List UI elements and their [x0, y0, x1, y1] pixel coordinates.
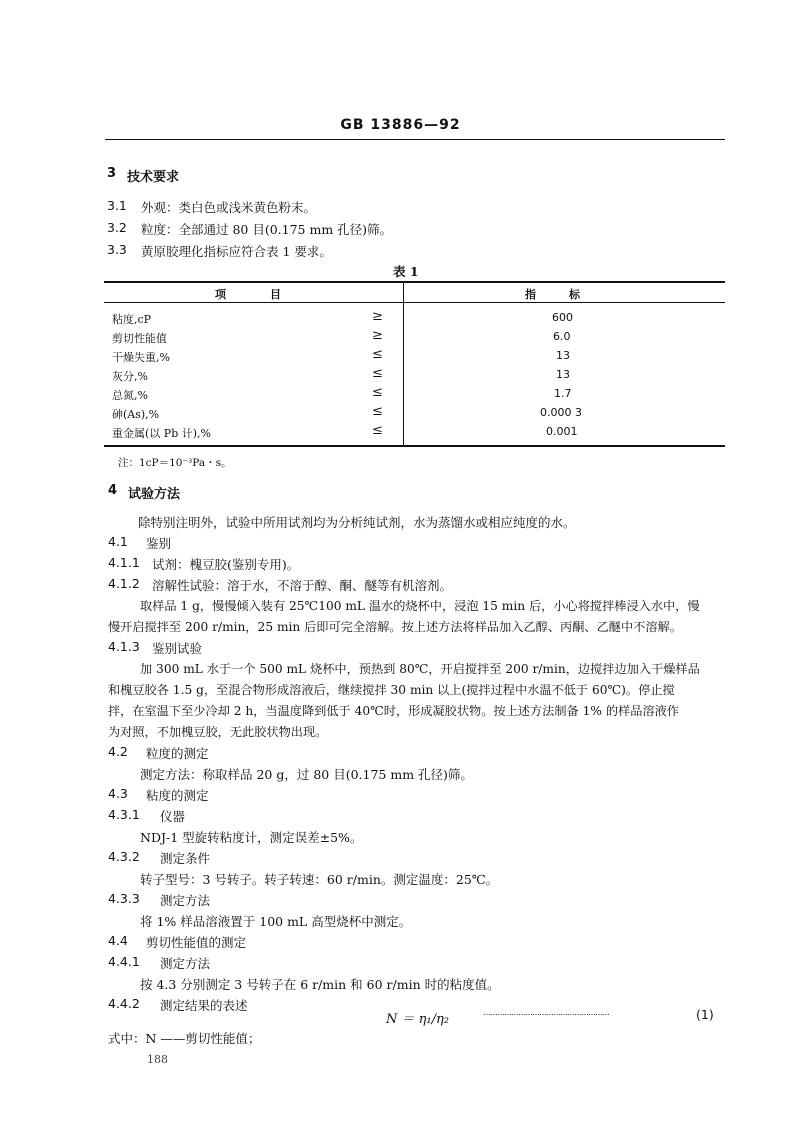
section-4-4-2-title: 测定结果的表述: [160, 998, 248, 1013]
table-row-item: 重金属(以 Pb 计),%: [112, 427, 211, 440]
section-4-2-number: 4.2: [108, 744, 128, 759]
header-rule: [105, 139, 725, 140]
section-4-3-1-number: 4.3.1: [108, 807, 140, 822]
item-3-3-text: 黄原胶理化指标应符合表 1 要求。: [141, 244, 332, 259]
table-row-symbol: ≤: [372, 404, 383, 419]
table-row-value: 1.7: [554, 387, 572, 400]
table-row-value: 13: [556, 349, 570, 362]
table-bottom-rule: [104, 445, 725, 447]
table-row-value: 0.000 3: [540, 406, 582, 419]
standard-number-header: GB 13886—92: [340, 117, 461, 133]
section-4-4-title: 剪切性能值的测定: [146, 935, 247, 950]
table-row-item: 灰分,%: [112, 370, 148, 383]
paragraph-line: 和槐豆胶各 1.5 g，至混合物形成溶液后，继续搅拌 30 min 以上(搅拌过程中水温不低于 60℃)。停止搅: [108, 683, 675, 697]
table-column-divider: [403, 281, 404, 447]
table-header-rule: [104, 302, 725, 303]
table-row-value: 0.001: [546, 425, 578, 438]
section-4-1-2-text: 溶解性试验：溶于水，不溶于醇、酮、醚等有机溶剂。: [152, 578, 453, 593]
section-4-1-1-text: 试剂：槐豆胶(鉴别专用)。: [152, 557, 300, 572]
section-4-4-1-number: 4.4.1: [108, 954, 140, 969]
table-row-value: 13: [556, 368, 570, 381]
section-4-3-3-number: 4.3.3: [108, 891, 140, 906]
table-row-item: 干燥失重,%: [112, 351, 170, 364]
section-4-3-2-text: 转子型号：3 号转子。转子转速：60 r/min。测定温度：25℃。: [140, 872, 499, 887]
table-row-symbol: ≥: [372, 328, 383, 343]
section-4-3-1-title: 仪器: [160, 809, 186, 824]
section-4-1-2-number: 4.1.2: [108, 576, 140, 591]
table-row-symbol: ≤: [372, 366, 383, 381]
section-4-2-title: 粒度的测定: [146, 746, 209, 761]
section-4-3-2-number: 4.3.2: [108, 849, 140, 864]
page-number: 188: [147, 1053, 168, 1066]
section-4-1-title: 鉴别: [146, 536, 172, 551]
paragraph-line: 为对照，不加槐豆胶，无此胶状物出现。: [108, 725, 328, 739]
table-note: 注：1cP＝10⁻³Pa・s。: [118, 457, 232, 469]
section-4-3-3-text: 将 1% 样品溶液置于 100 mL 高型烧杯中测定。: [140, 914, 412, 929]
section-4-intro: 除特别注明外，试验中所用试剂均为分析纯试剂，水为蒸馏水或相应纯度的水。: [138, 515, 576, 530]
section-4-number: 4: [108, 483, 118, 498]
table-row-item: 剪切性能值: [112, 332, 167, 345]
paragraph-line: 加 300 mL 水于一个 500 mL 烧杯中，预热到 80℃，开启搅拌至 200 r/min，边搅拌边加入干燥样品: [140, 662, 700, 676]
item-3-1-text: 外观：类白色或浅米黄色粉末。: [141, 200, 317, 215]
section-4-3-1-text: NDJ-1 型旋转粘度计，测定误差±5%。: [140, 830, 363, 845]
table-row-symbol: ≥: [372, 309, 383, 324]
section-4-1-3-number: 4.1.3: [108, 639, 140, 654]
section-4-1-1-number: 4.1.1: [108, 555, 140, 570]
section-3-number: 3: [107, 166, 117, 181]
paragraph-line: 慢开启搅拌至 200 r/min，25 min 后即可完全溶解。按上述方法将样品加入乙醇、丙酮、乙醚中不溶解。: [108, 620, 682, 634]
where-clause: 式中：N ——剪切性能值；: [108, 1031, 261, 1046]
section-4-heading: 试验方法: [128, 487, 181, 502]
section-4-2-text: 测定方法：称取样品 20 g，过 80 目(0.175 mm 孔径)筛。: [140, 767, 473, 782]
section-4-3-title: 粘度的测定: [146, 788, 209, 803]
section-4-4-1-text: 按 4.3 分别测定 3 号转子在 6 r/min 和 60 r/min 时的粘度值。: [140, 977, 500, 992]
paragraph-line: 取样品 1 g，慢慢倾入装有 25℃100 mL 温水的烧杯中，浸泡 15 min 后，小心将搅拌棒浸入水中，慢: [140, 599, 700, 613]
equation-leader-dots: ………………………………………………: [483, 1008, 609, 1017]
table-row-value: 6.0: [553, 330, 571, 343]
section-4-3-2-title: 测定条件: [160, 851, 211, 866]
equation-number: (1): [696, 1007, 714, 1022]
equation-formula: N ＝ η₁/η₂: [386, 1012, 450, 1027]
table-row-item: 总氮,%: [112, 389, 148, 402]
section-4-3-3-title: 测定方法: [160, 893, 211, 908]
section-4-1-number: 4.1: [108, 534, 128, 549]
item-3-2-text: 粒度：全部通过 80 目(0.175 mm 孔径)筛。: [141, 222, 393, 237]
table-header-item: 项 目: [215, 288, 281, 301]
section-4-4-number: 4.4: [108, 933, 128, 948]
table-row-symbol: ≤: [372, 347, 383, 362]
section-4-3-number: 4.3: [108, 786, 128, 801]
item-3-2-number: 3.2: [107, 220, 127, 235]
section-4-4-1-title: 测定方法: [160, 956, 211, 971]
table-top-rule: [104, 281, 725, 283]
table-caption: 表 1: [393, 264, 419, 279]
table-row-value: 600: [552, 311, 573, 324]
item-3-1-number: 3.1: [107, 198, 127, 213]
paragraph-line: 拌，在室温下至少冷却 2 h，当温度降到低于 40℃时，形成凝胶状物。按上述方法制备 1% 的样品溶液作: [108, 704, 679, 718]
table-row-symbol: ≤: [372, 423, 383, 438]
table-row-symbol: ≤: [372, 385, 383, 400]
section-4-1-3-title: 鉴别试验: [152, 641, 203, 656]
table-row-item: 砷(As),%: [112, 408, 160, 421]
section-3-heading: 技术要求: [127, 170, 180, 185]
table-row-item: 粘度,cP: [112, 313, 152, 326]
table-header-index: 指 标: [525, 288, 580, 301]
section-4-4-2-number: 4.4.2: [108, 996, 140, 1011]
item-3-3-number: 3.3: [107, 242, 127, 257]
